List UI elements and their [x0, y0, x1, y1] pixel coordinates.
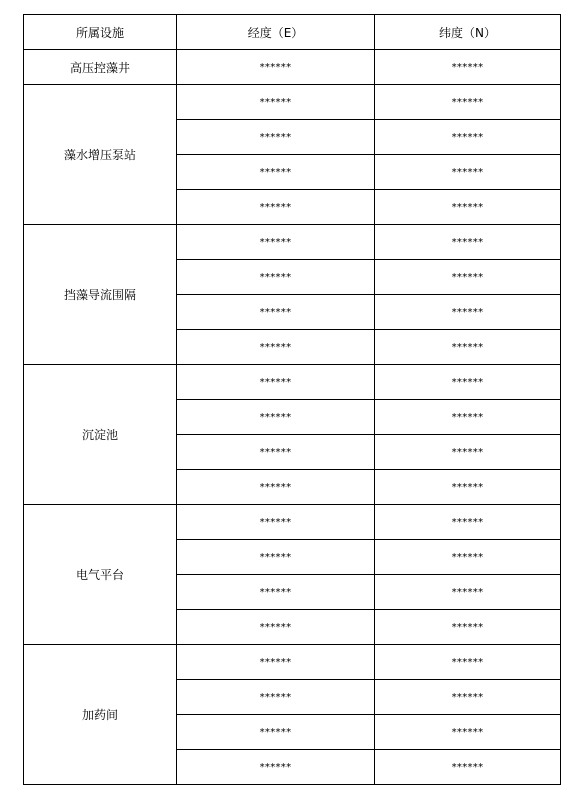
longitude-cell: ****** [177, 120, 375, 155]
longitude-cell: ****** [177, 50, 375, 85]
table-row [24, 505, 561, 540]
latitude-cell: ****** [375, 645, 561, 680]
latitude-cell: ****** [375, 295, 561, 330]
header-longitude: 经度（E） [177, 15, 375, 50]
table-row [24, 225, 561, 260]
latitude-cell: ****** [375, 505, 561, 540]
facility-cell: 藻水增压泵站 [24, 85, 177, 225]
longitude-cell: ****** [177, 750, 375, 785]
header-latitude: 纬度（N） [375, 15, 561, 50]
longitude-cell: ****** [177, 575, 375, 610]
longitude-cell: ****** [177, 400, 375, 435]
latitude-cell: ****** [375, 120, 561, 155]
latitude-cell: ****** [375, 435, 561, 470]
longitude-cell: ****** [177, 435, 375, 470]
table-header [24, 15, 561, 50]
latitude-cell: ****** [375, 155, 561, 190]
longitude-cell: ****** [177, 645, 375, 680]
latitude-cell: ****** [375, 610, 561, 645]
latitude-cell: ****** [375, 680, 561, 715]
longitude-cell: ****** [177, 330, 375, 365]
latitude-cell: ****** [375, 470, 561, 505]
longitude-cell: ****** [177, 260, 375, 295]
longitude-cell: ****** [177, 505, 375, 540]
latitude-cell: ****** [375, 330, 561, 365]
longitude-cell: ****** [177, 190, 375, 225]
longitude-cell: ****** [177, 85, 375, 120]
longitude-cell: ****** [177, 715, 375, 750]
latitude-cell: ****** [375, 260, 561, 295]
latitude-cell: ****** [375, 85, 561, 120]
table-row [24, 645, 561, 680]
facility-cell: 高压控藻井 [24, 50, 177, 85]
header-facility: 所属设施 [24, 15, 177, 50]
facility-cell: 沉淀池 [24, 365, 177, 505]
longitude-cell: ****** [177, 155, 375, 190]
facility-cell: 挡藻导流围隔 [24, 225, 177, 365]
latitude-cell: ****** [375, 750, 561, 785]
latitude-cell: ****** [375, 575, 561, 610]
facility-coordinates-table [23, 14, 561, 785]
latitude-cell: ****** [375, 540, 561, 575]
table-row [24, 50, 561, 85]
latitude-cell: ****** [375, 225, 561, 260]
table-body [24, 50, 561, 785]
longitude-cell: ****** [177, 540, 375, 575]
longitude-cell: ****** [177, 610, 375, 645]
header-row [24, 15, 561, 50]
table-row [24, 85, 561, 120]
longitude-cell: ****** [177, 295, 375, 330]
longitude-cell: ****** [177, 225, 375, 260]
latitude-cell: ****** [375, 190, 561, 225]
latitude-cell: ****** [375, 400, 561, 435]
latitude-cell: ****** [375, 365, 561, 400]
facility-cell: 电气平台 [24, 505, 177, 645]
longitude-cell: ****** [177, 470, 375, 505]
longitude-cell: ****** [177, 365, 375, 400]
latitude-cell: ****** [375, 715, 561, 750]
longitude-cell: ****** [177, 680, 375, 715]
latitude-cell: ****** [375, 50, 561, 85]
table-row [24, 365, 561, 400]
facility-cell: 加药间 [24, 645, 177, 785]
